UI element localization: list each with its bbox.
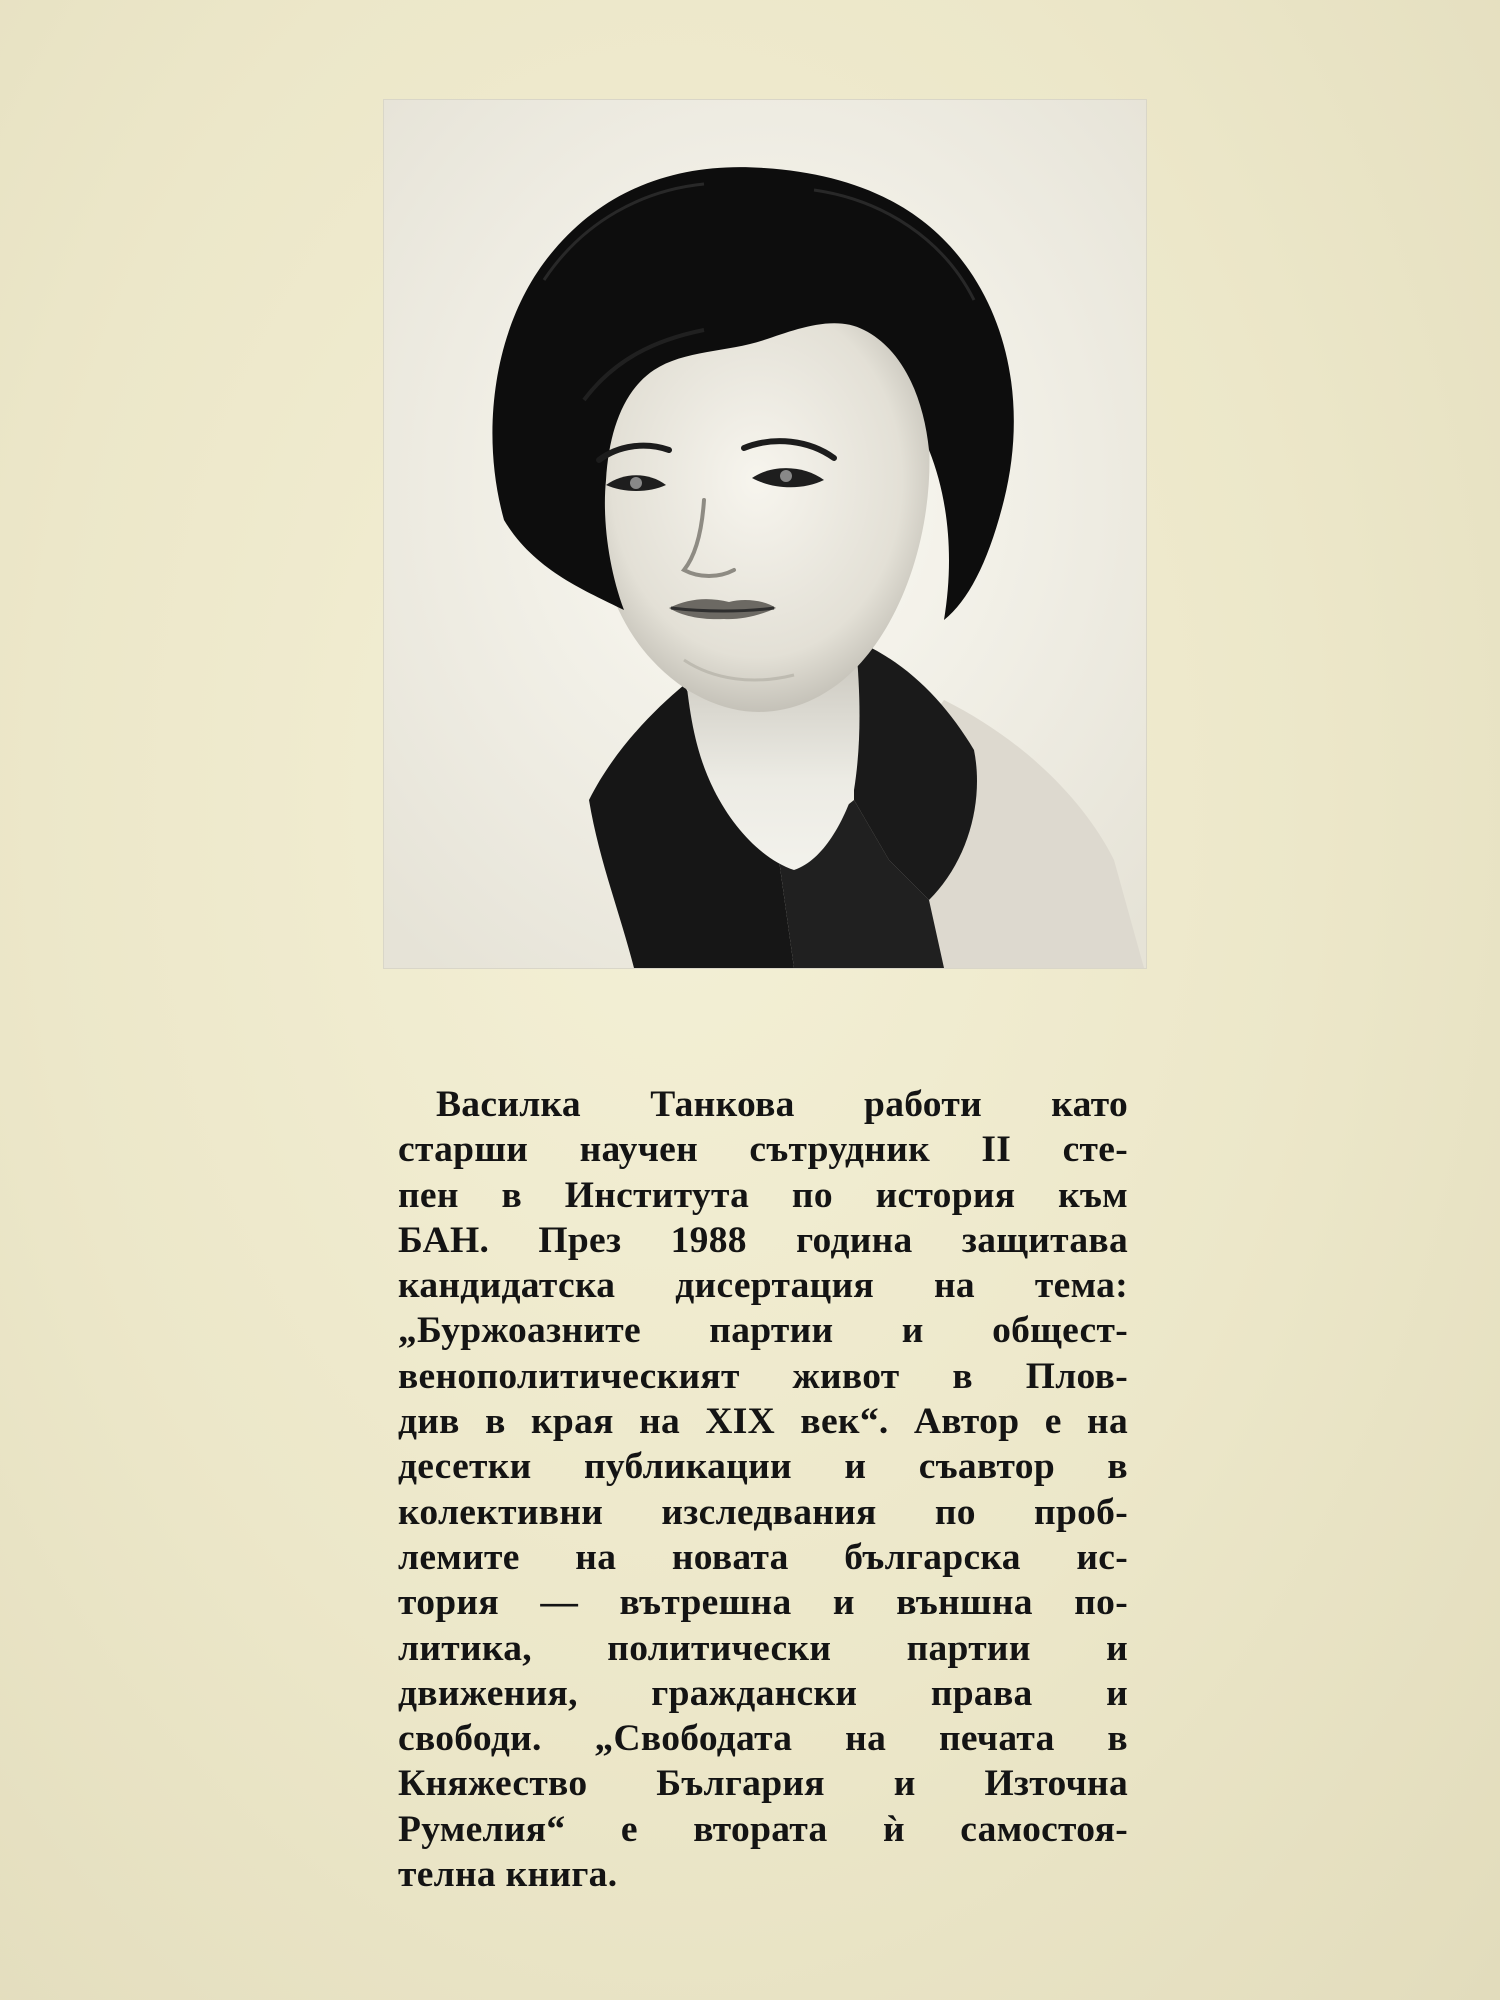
bio-line: старши научен сътрудник II сте- (398, 1129, 1128, 1171)
bio-line: тория — вътрешна и външна по- (398, 1582, 1128, 1624)
author-biography (398, 1082, 1128, 1897)
bio-line: пен в Института по история към (398, 1174, 1128, 1216)
bio-line: див в края на XIX век“. Автор е на (398, 1401, 1128, 1443)
bio-line: Василка Танкова работи като (436, 1084, 1128, 1125)
bio-line: десетки публикации и съавтор в (398, 1446, 1128, 1488)
bio-line: Княжество България и Източна (398, 1763, 1128, 1805)
bio-line: лемите на новата българска ис- (398, 1536, 1128, 1578)
author-portrait-photo (384, 100, 1146, 968)
portrait-illustration (384, 100, 1146, 968)
bio-line: свободи. „Свободата на печата в (398, 1718, 1128, 1760)
bio-line: кандидатска дисертация на тема: (398, 1265, 1128, 1307)
bio-line: движения, граждански права и (398, 1672, 1128, 1714)
bio-line: литика, политически партии и (398, 1627, 1128, 1669)
bio-line: венополитическият живот в Плов- (398, 1355, 1128, 1397)
bio-line: Румелия“ е втората ѝ самостоя- (398, 1808, 1128, 1850)
bio-line: колективни изследвания по проб- (398, 1491, 1128, 1533)
bio-line: телна книга. (398, 1854, 618, 1896)
bio-line: БАН. През 1988 година защитава (398, 1219, 1128, 1261)
bio-line: „Буржоазните партии и общест- (398, 1310, 1128, 1352)
